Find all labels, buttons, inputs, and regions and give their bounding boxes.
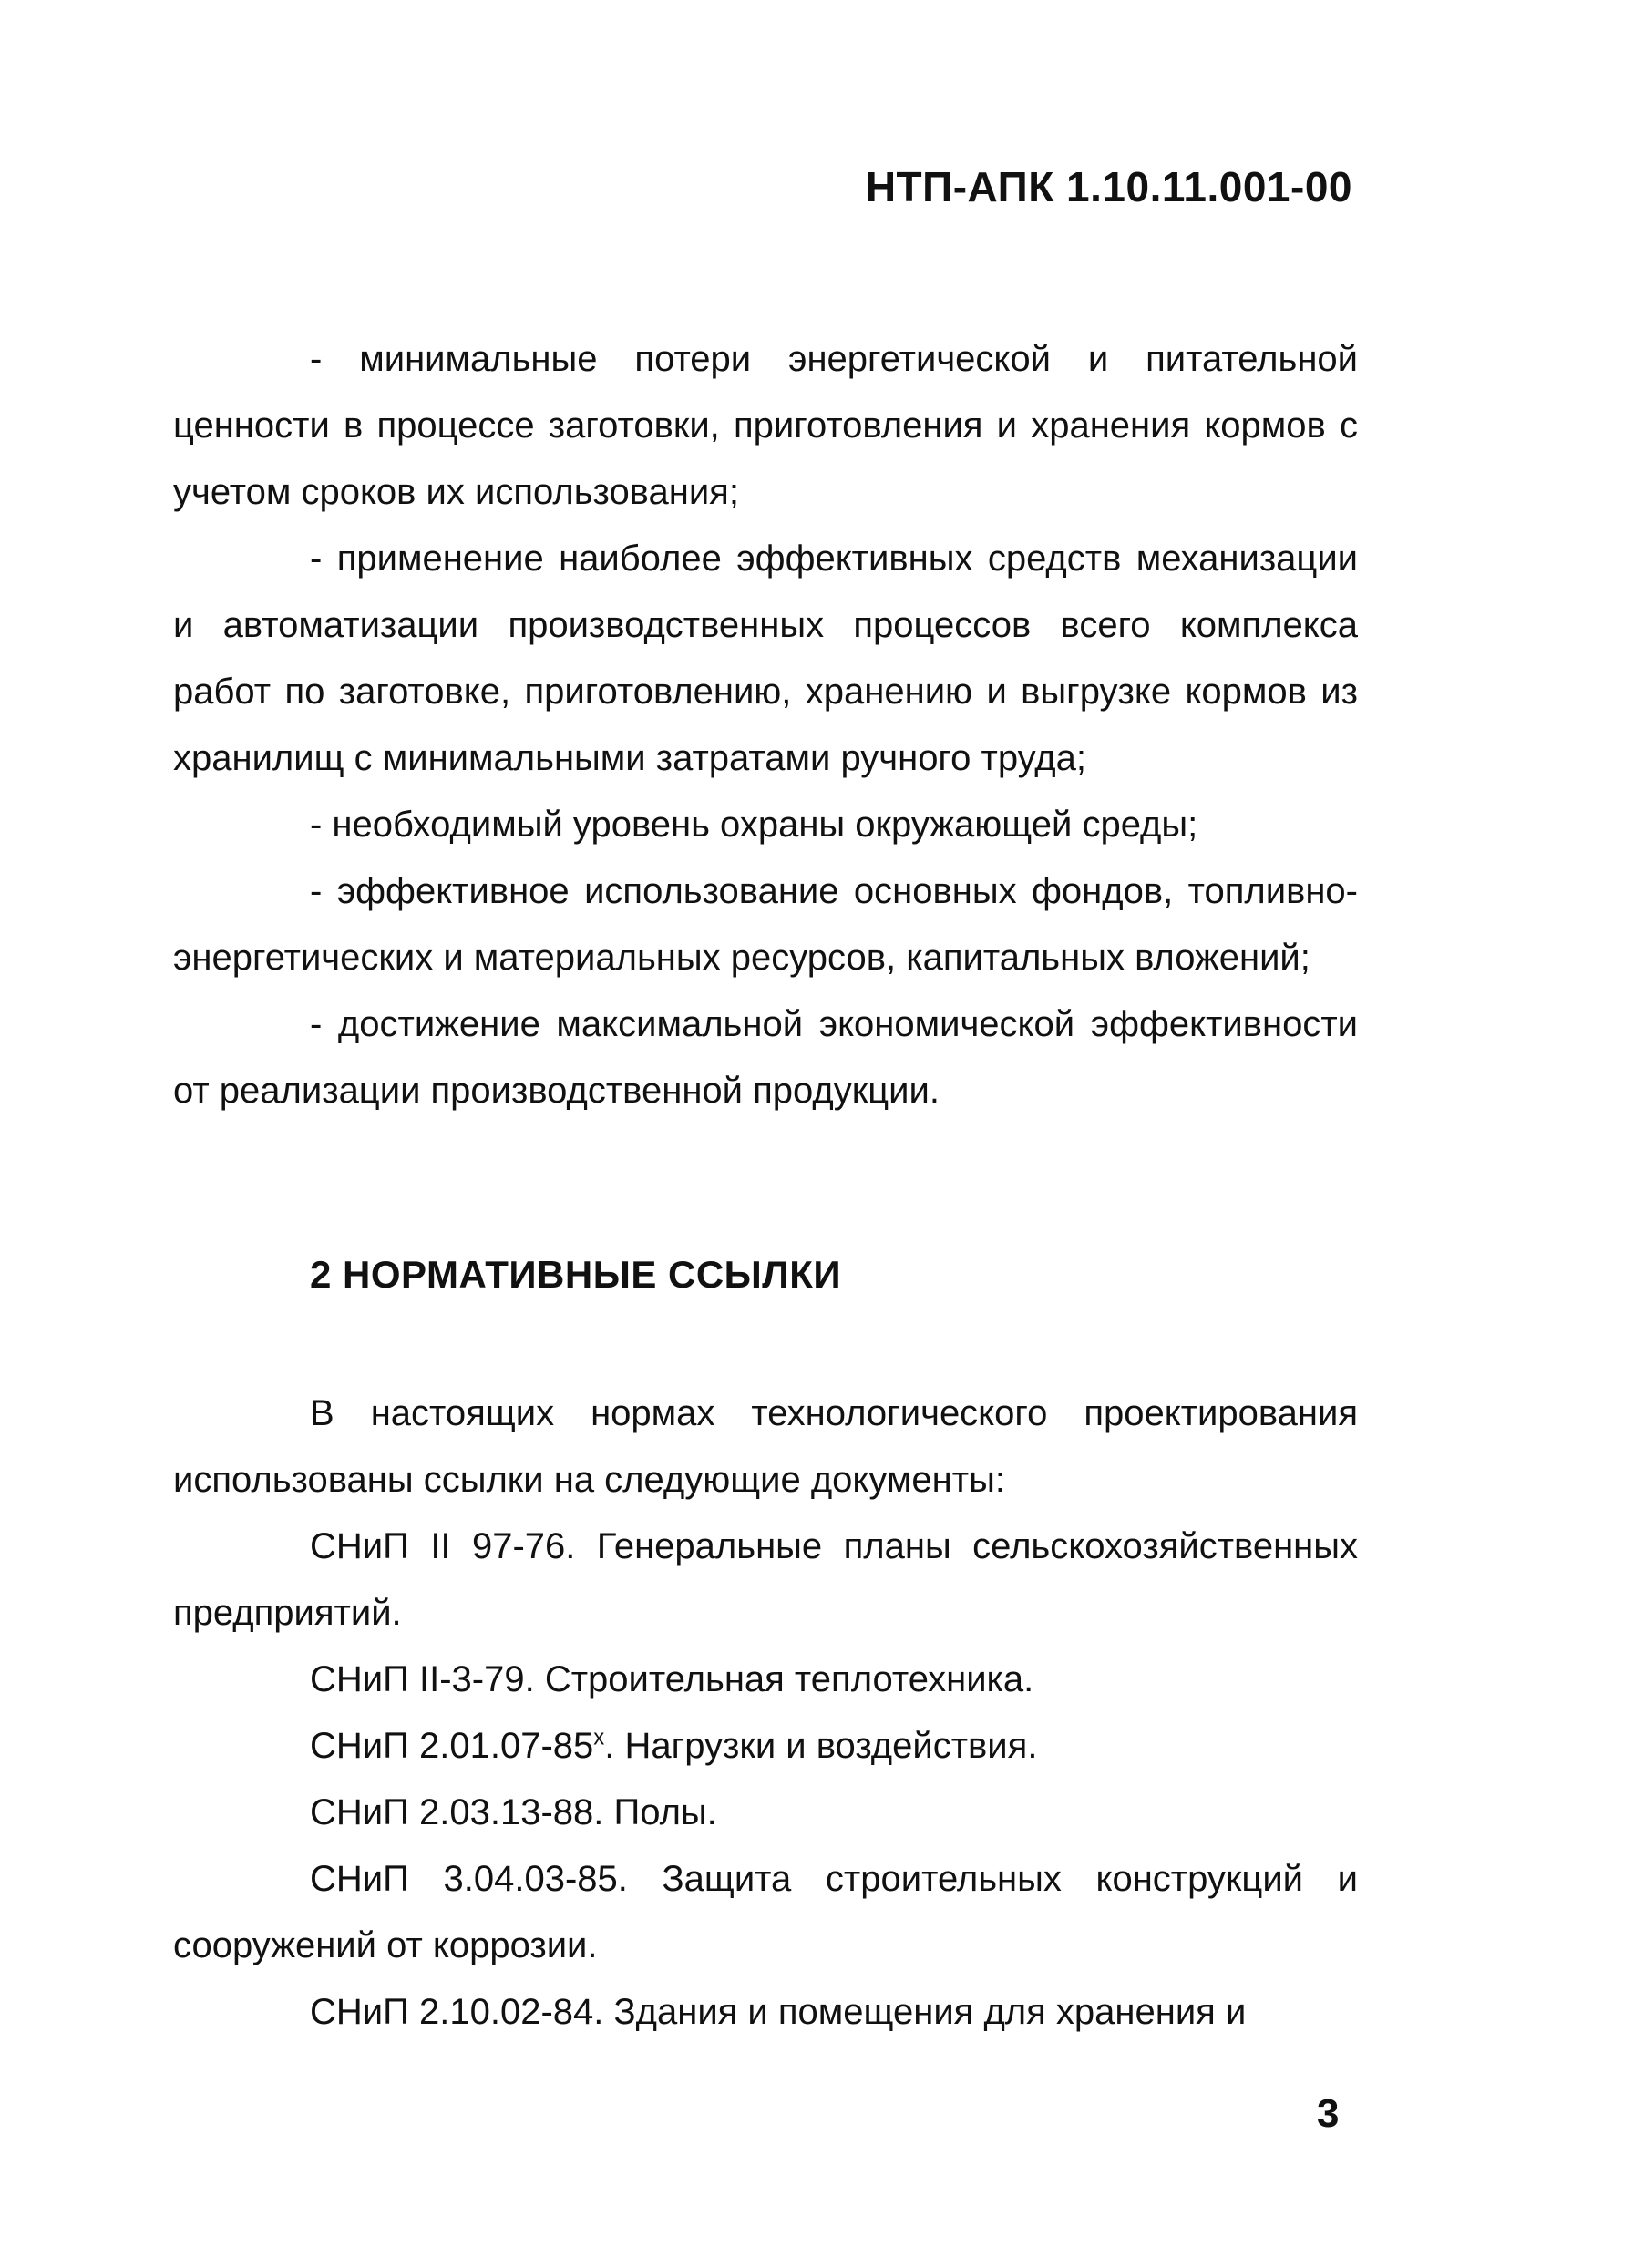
reference-title: . Нагрузки и воздействия.: [604, 1726, 1038, 1766]
list-item: - достижение максимальной экономической эффективности от реализации производственной продукции.: [173, 1004, 1358, 1111]
references-list: [173, 1380, 1358, 2046]
list-item: - эффективное использование основных фондов, топливно-энергетических и материальных ресурсов, капитальных вложений;: [173, 871, 1358, 978]
page-number: 3: [1317, 2091, 1340, 2136]
reference-code: СНиП 2.01.07-85: [310, 1726, 594, 1766]
section-heading: 2 НОРМАТИВНЫЕ ССЫЛКИ: [310, 1253, 842, 1296]
reference-item: СНиП 2.10.02-84. Здания и помещения для хранения и: [310, 1992, 1247, 2032]
list-item: - необходимый уровень охраны окружающей среды;: [310, 805, 1198, 845]
requirements-list: [173, 326, 1358, 1124]
section-intro: В настоящих нормах технологического проектирования использованы ссылки на следующие документы:: [173, 1393, 1358, 1500]
reference-superscript: х: [593, 1725, 605, 1750]
reference-item: СНиП II-3-79. Строительная теплотехника.: [310, 1659, 1034, 1699]
list-item: - минимальные потери энергетической и питательной ценности в процессе заготовки, приготовления и хранения кормов с учетом сроков их использования;: [173, 339, 1358, 512]
list-item: - применение наиболее эффективных средств механизации и автоматизации производственных процессов всего комплекса работ по заготовке, приготовлению, хранению и выгрузке кормов из хранилищ с минимальными затратами ручного труда;: [173, 539, 1358, 778]
reference-item: СНиП 3.04.03-85. Защита строительных конструкций и сооружений от коррозии.: [173, 1859, 1358, 1965]
reference-item: СНиП 2.03.13-88. Полы.: [310, 1792, 717, 1832]
reference-item: СНиП II 97-76. Генеральные планы сельскохозяйственных предприятий.: [173, 1526, 1358, 1633]
reference-item: [173, 1713, 1358, 1780]
document-code: НТП-АПК 1.10.11.001-00: [865, 163, 1352, 210]
